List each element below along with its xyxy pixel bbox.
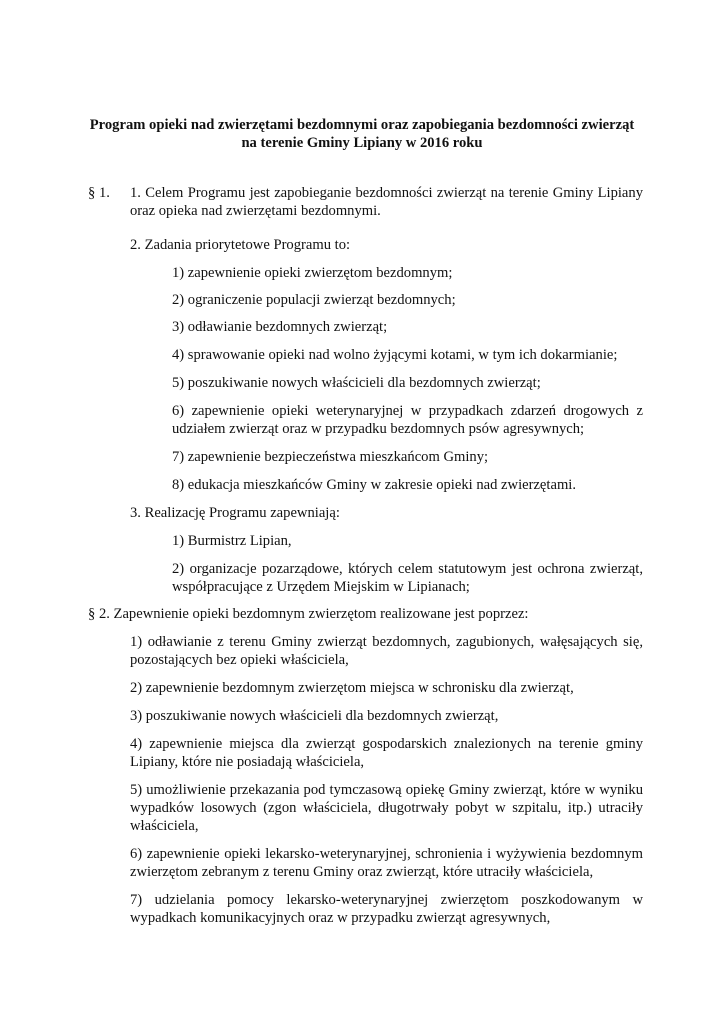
task-item-8: 8) edukacja mieszkańców Gminy w zakresie opieki nad zwierzętami.: [172, 477, 577, 493]
task-item-2: 2) ograniczenie populacji zwierząt bezdomnych;: [172, 292, 456, 308]
task-item-3: 3) odławianie bezdomnych zwierząt;: [172, 319, 388, 335]
section-2-item-3: 3) poszukiwanie nowych właścicieli dla bezdomnych zwierząt,: [130, 708, 499, 724]
task-item-4: 4) sprawowanie opieki nad wolno żyjącymi kotami, w tym ich dokarmianie;: [172, 347, 618, 363]
section-2-item-6: 6) zapewnienie opieki lekarsko-weterynaryjnej, schronienia i wyżywienia bezdomnym zwierzętom zebranym z terenu Gminy oraz zwierząt, które utraciły właściciela,: [130, 846, 643, 880]
title-line-2: na terenie Gminy Lipiany w 2016 roku: [241, 135, 483, 151]
task-item-7: 7) zapewnienie bezpieczeństwa mieszkańcom Gminy;: [172, 449, 489, 465]
section-2-item-7: 7) udzielania pomocy lekarsko-weterynaryjnej zwierzętom poszkodowanym w wypadkach komunikacyjnych oraz w przypadku zwierząt agresywnych,: [130, 892, 643, 926]
section-2-item-5: 5) umożliwienie przekazania pod tymczasową opiekę Gminy zwierząt, które w wyniku wypadków losowych (zgon właściciela, długotrwały pobyt w szpitalu, itp.) utraciły właściciela,: [130, 782, 643, 834]
section-1-paragraph-3-heading: 3. Realizację Programu zapewniają:: [130, 505, 340, 521]
section-2-item-1: 1) odławianie z terenu Gminy zwierząt bezdomnych, zagubionych, wałęsających się, pozostających bez opieki właściciela,: [130, 634, 643, 668]
section-1-paragraph-2-heading: 2. Zadania priorytetowe Programu to:: [130, 237, 351, 253]
task-item-1: 1) zapewnienie opieki zwierzętom bezdomnym;: [172, 265, 453, 281]
implementer-item-1: 1) Burmistrz Lipian,: [172, 533, 292, 549]
section-1-mark: § 1.: [88, 185, 110, 201]
title-line-1: Program opieki nad zwierzętami bezdomnymi oraz zapobiegania bezdomności zwierząt: [89, 117, 635, 133]
implementer-item-2: 2) organizacje pozarządowe, których celem statutowym jest ochrona zwierząt, współpracujące z Urzędem Miejskim w Lipianach;: [172, 561, 643, 595]
section-2-heading: § 2. Zapewnienie opieki bezdomnym zwierzętom realizowane jest poprzez:: [88, 606, 529, 622]
document-title: [60, 116, 664, 152]
section-1-paragraph-1: 1. Celem Programu jest zapobieganie bezdomności zwierząt na terenie Gminy Lipiany oraz opieka nad zwierzętami bezdomnymi.: [130, 185, 643, 219]
section-2-item-4: 4) zapewnienie miejsca dla zwierząt gospodarskich znalezionych na terenie gminy Lipiany, które nie posiadają właściciela,: [130, 736, 643, 770]
task-item-6: 6) zapewnienie opieki weterynaryjnej w przypadkach zdarzeń drogowych z udziałem zwierząt oraz w przypadku bezdomnych psów agresywnych;: [172, 403, 643, 437]
task-item-5: 5) poszukiwanie nowych właścicieli dla bezdomnych zwierząt;: [172, 375, 541, 391]
section-2-item-2: 2) zapewnienie bezdomnym zwierzętom miejsca w schronisku dla zwierząt,: [130, 680, 574, 696]
